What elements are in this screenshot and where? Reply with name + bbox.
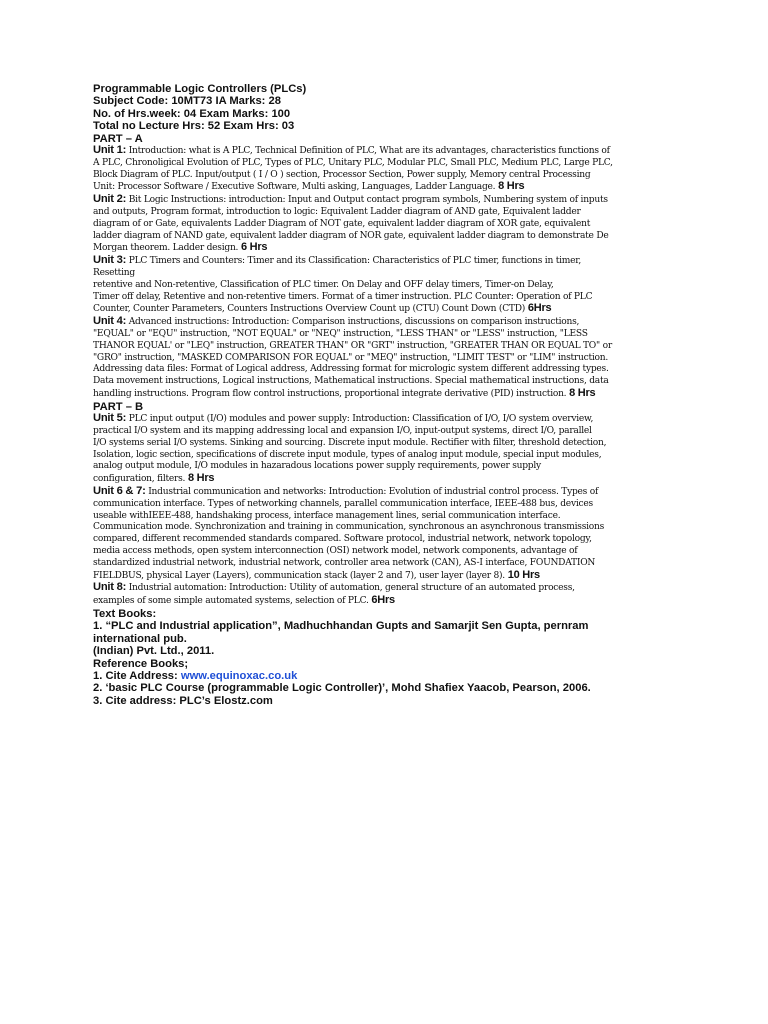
unit-label: Unit 3: bbox=[93, 255, 127, 267]
unit-text: and outputs, Program format, introduction to logic: Equivalent Ladder diagram of AND gate, Equivalent ladder bbox=[93, 207, 581, 218]
unit-text: useable withIEEE-488, handshaking process, interface management lines, serial communication interface. bbox=[93, 510, 561, 521]
unit-text-line bbox=[93, 303, 675, 316]
unit-text-line bbox=[93, 582, 675, 595]
unit-text: Counter, Counter Parameters, Counters Instructions Overview Count up (CTU) Count Down (CTD) bbox=[93, 304, 526, 315]
course-title: Programmable Logic Controllers (PLCs) bbox=[93, 83, 307, 95]
unit-text: diagram of or Gate, equivalents Ladder Diagram of NOT gate, equivalent ladder diagram of XOR gate, equivalent bbox=[93, 218, 591, 229]
unit-text-line bbox=[93, 170, 675, 182]
unit-text-line bbox=[93, 316, 675, 329]
unit-block bbox=[93, 145, 675, 194]
unit-text-line bbox=[93, 158, 675, 170]
syllabus-document bbox=[93, 83, 675, 707]
unit-text: FIELDBUS, physical Layer (Layers), communication stack (layer 2 and 7), user layer (layer 8). bbox=[93, 570, 505, 581]
unit-text: retentive and Non-retentive, Classification of PLC timer. On Delay and OFF delay timers, Timer-on Delay, bbox=[93, 279, 554, 290]
unit-text-line bbox=[93, 486, 675, 499]
hours-marks-line: No. of Hrs.week: 04 Exam Marks: 100 bbox=[93, 107, 291, 120]
unit-text: I/O systems serial I/O systems. Sinking and sourcing. Discrete input module. Rectifier with filter, threshold detection, bbox=[93, 437, 607, 448]
unit-label: Unit 5: bbox=[93, 413, 127, 425]
unit-text-line bbox=[93, 388, 675, 401]
part-b-heading: PART – B bbox=[93, 400, 144, 413]
unit-text-line bbox=[93, 219, 675, 231]
text-book-line: 1. “PLC and Industrial application”, Madhuchhandan Gupts and Samarjit Sen Gupta, pernram bbox=[93, 620, 589, 633]
text-books-heading: Text Books: bbox=[93, 607, 157, 620]
unit-label: Unit 1: bbox=[93, 145, 127, 157]
unit-text: Communication mode. Synchronization and training in communication, synchronous an asynchronous transmissions bbox=[93, 522, 605, 533]
unit-text: PLC input output (I/O) modules and power supply: Introduction: Classification of I/O, I/O system overview, bbox=[126, 414, 594, 425]
reference-item-1 bbox=[93, 670, 675, 682]
unit-text: Timer off delay, Retentive and non-retentive timers. Format of a timer instruction. PLC Counter: Operation of PLC bbox=[93, 291, 593, 302]
unit-text-line bbox=[93, 413, 675, 426]
unit-label: Unit 6 & 7: bbox=[93, 485, 146, 497]
unit-hours: 6Hrs bbox=[525, 303, 552, 315]
unit-block bbox=[93, 413, 675, 486]
unit-text: handling instructions. Program flow control instructions, proportional integrate derivative (PID) instruction. bbox=[93, 388, 567, 399]
text-book-line: international pub. bbox=[93, 632, 187, 645]
unit-text: communication interface. Types of networking channels, parallel communication interface, IEEE-488 bus, devices bbox=[93, 498, 593, 509]
unit-hours: 6 Hrs bbox=[238, 242, 268, 254]
unit-text-line bbox=[93, 570, 675, 583]
unit-text-line bbox=[93, 364, 675, 376]
unit-block bbox=[93, 316, 675, 401]
unit-text: Data movement instructions, Logical instructions, Mathematical instructions. Special mathematical instructions, data bbox=[93, 376, 609, 387]
unit-text-line bbox=[93, 473, 675, 486]
unit-text: practical I/O system and its mapping addressing local and expansion I/O, input-output systems, direct I/O, parallel bbox=[93, 425, 592, 436]
unit-text: Industrial communication and networks: Introduction: Evolution of industrial control process. Types of bbox=[145, 486, 599, 497]
unit-hours: 8 Hrs bbox=[495, 181, 525, 193]
unit-text-line bbox=[93, 292, 675, 304]
unit-text: "GRO" instruction, "MASKED COMPARISON FOR EQUAL" or "MEQ" instruction, "LIMIT TEST" or "LIM" instruction. bbox=[93, 352, 609, 363]
unit-label: Unit 8: bbox=[93, 582, 127, 594]
unit-text-line bbox=[93, 280, 675, 292]
unit-text-line bbox=[93, 181, 675, 194]
part-a-units bbox=[93, 145, 675, 401]
unit-label: Unit 2: bbox=[93, 194, 127, 206]
unit-text-line bbox=[93, 268, 675, 280]
unit-text-line bbox=[93, 546, 675, 558]
unit-text-line bbox=[93, 207, 675, 219]
unit-text-line bbox=[93, 450, 675, 462]
unit-text: Isolation, logic section, specifications of discrete input module, types of analog input module, special input modules, bbox=[93, 449, 602, 460]
part-b-units bbox=[93, 413, 675, 608]
unit-text: standardized industrial network, industrial network, controller area network (CAN), AS-I interface, FOUNDATION bbox=[93, 557, 596, 568]
reference-item-1-prefix: 1. Cite Address: bbox=[93, 669, 181, 682]
unit-text: media access methods, open system interconnection (OSI) network model, network components, advantage of bbox=[93, 545, 578, 556]
reference-link[interactable]: www.equinoxac.co.uk bbox=[180, 669, 298, 682]
unit-text-line bbox=[93, 341, 675, 353]
unit-text-line bbox=[93, 329, 675, 341]
reference-books-heading: Reference Books; bbox=[93, 657, 189, 670]
unit-text: A PLC, Chronoligical Evolution of PLC, Types of PLC, Unitary PLC, Modular PLC, Small PLC, Medium PLC, Large PLC, bbox=[93, 157, 613, 168]
unit-text: Advanced instructions: Introduction: Comparison instructions, discussions on comparison instructions, bbox=[126, 317, 580, 328]
unit-text: examples of some simple automated systems, selection of PLC. bbox=[93, 596, 369, 607]
unit-block bbox=[93, 255, 675, 316]
unit-hours: 8 Hrs bbox=[185, 473, 215, 485]
subject-code-line: Subject Code: 10MT73 IA Marks: 28 bbox=[93, 95, 281, 108]
text-book-line: (Indian) Pvt. Ltd., 2011. bbox=[93, 645, 215, 658]
unit-text: Morgan theorem. Ladder design. bbox=[93, 243, 239, 254]
unit-text: Addressing data files: Format of Logical address, Addressing format for micrologic system different addressing types. bbox=[93, 364, 609, 375]
unit-text-line bbox=[93, 231, 675, 243]
unit-text: Industrial automation: Introduction: Utility of automation, general structure of an automated process, bbox=[126, 583, 575, 594]
unit-text-line bbox=[93, 534, 675, 546]
unit-text: Introduction: what is A PLC, Technical Definition of PLC, What are its advantages, characteristics functions of bbox=[126, 146, 610, 157]
unit-text: ladder diagram of NAND gate, equivalent ladder diagram of NOR gate, equivalent ladder diagram to demonstrate De bbox=[93, 230, 609, 241]
unit-text: THANOR EQUAL' or "LEQ" instruction, GREATER THAN" OR "GRT" instruction, "GREATER THAN OR EQUAL TO" or bbox=[93, 340, 612, 351]
unit-block bbox=[93, 582, 675, 608]
unit-text: configuration, filters. bbox=[93, 474, 186, 485]
unit-text: Block Diagram of PLC. Input/output ( I / O ) section, Processor Section, Power supply, Memory central Processing bbox=[93, 169, 591, 180]
unit-hours: 6Hrs bbox=[368, 595, 395, 607]
unit-text: PLC Timers and Counters: Timer and its Classification: Characteristics of PLC timer, functions in timer, bbox=[126, 256, 582, 267]
unit-block bbox=[93, 194, 675, 255]
total-hours-line: Total no Lecture Hrs: 52 Exam Hrs: 03 bbox=[93, 120, 295, 133]
unit-text-line bbox=[93, 242, 675, 255]
unit-text-line bbox=[93, 145, 675, 158]
unit-text: Bit Logic Instructions: introduction: Input and Output contact program symbols, Numbering system of inputs bbox=[126, 195, 608, 206]
unit-block bbox=[93, 486, 675, 582]
unit-text-line bbox=[93, 461, 675, 473]
unit-hours: 10 Hrs bbox=[504, 569, 540, 581]
unit-label: Unit 4: bbox=[93, 316, 127, 328]
unit-text: Resetting bbox=[93, 268, 135, 278]
unit-text-line bbox=[93, 522, 675, 534]
unit-text-line bbox=[93, 255, 675, 268]
unit-text: compared, different recommended standards compared. Software protocol, industrial network, network topology, bbox=[93, 534, 592, 545]
reference-item-3: 3. Cite address: PLC’s Elostz.com bbox=[93, 694, 273, 707]
unit-text-line bbox=[93, 376, 675, 388]
unit-text-line bbox=[93, 194, 675, 207]
unit-text-line bbox=[93, 558, 675, 570]
unit-text: Unit: Processor Software / Executive Software, Multi asking, Languages, Ladder Language. bbox=[93, 182, 496, 193]
unit-text-line bbox=[93, 511, 675, 523]
part-a-heading: PART – A bbox=[93, 132, 143, 145]
unit-hours: 8 Hrs bbox=[566, 387, 596, 399]
unit-text-line bbox=[93, 353, 675, 365]
unit-text: analog output module, I/O modules in hazaradous locations power supply requirements, power supply bbox=[93, 461, 541, 472]
unit-text-line bbox=[93, 595, 675, 608]
unit-text-line bbox=[93, 499, 675, 511]
unit-text-line bbox=[93, 426, 675, 438]
reference-item-2: 2. ‘basic PLC Course (programmable Logic Controller)’, Mohd Shafiex Yaacob, Pearson, 2006. bbox=[93, 682, 591, 695]
unit-text-line bbox=[93, 438, 675, 450]
unit-text: "EQUAL" or "EQU" instruction, "NOT EQUAL" or "NEQ" instruction, "LESS THAN" or "LESS" instruction, "LESS bbox=[93, 328, 588, 339]
